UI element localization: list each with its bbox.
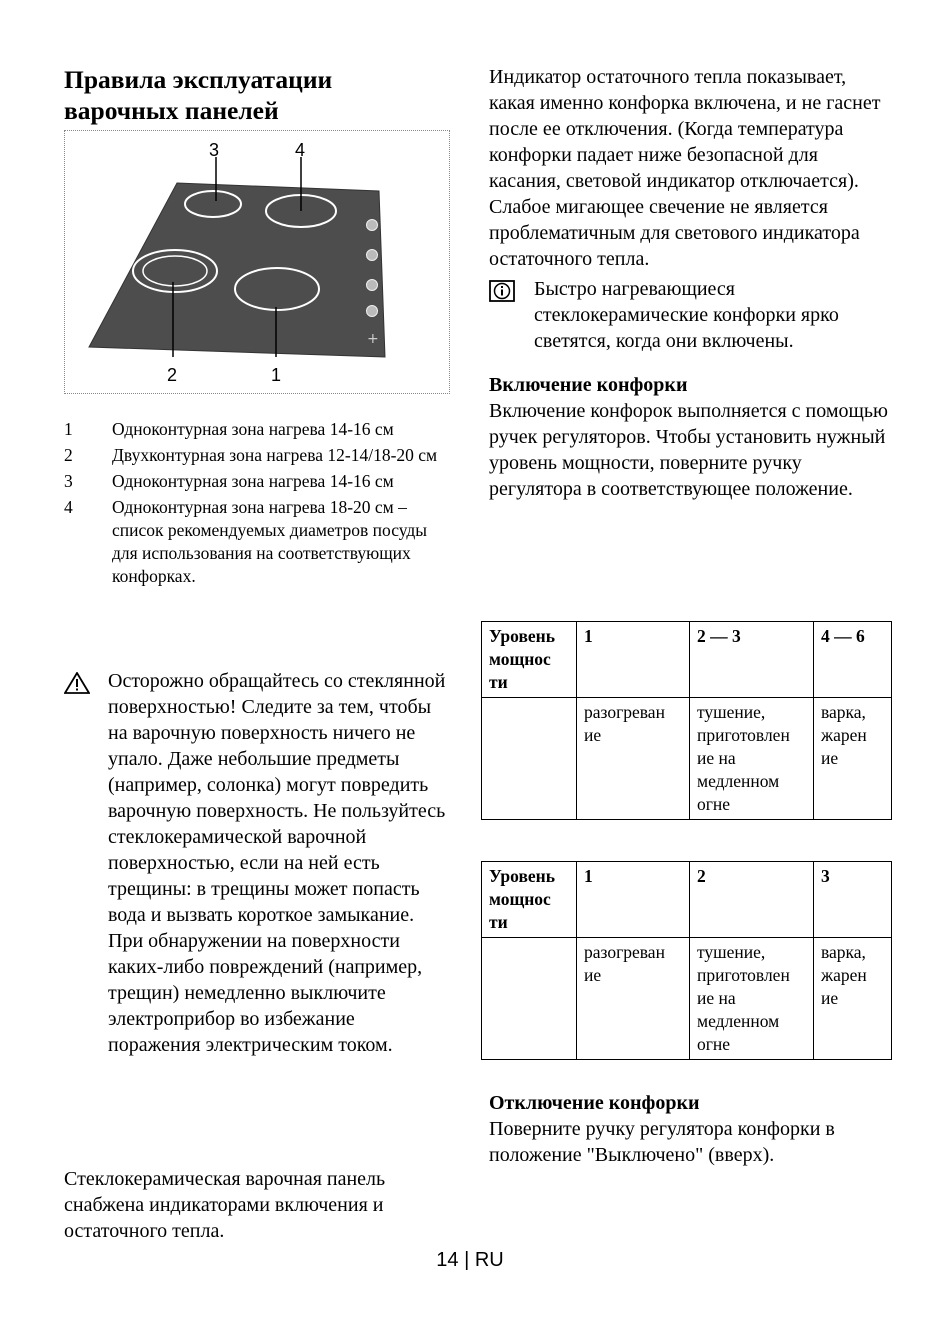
table-cell: варка, жарен ие	[814, 938, 892, 1060]
legend-item	[64, 496, 450, 588]
table-header-cell: 2 — 3	[690, 622, 814, 698]
warning-text	[108, 668, 450, 1058]
callout-label-1: 1	[271, 365, 282, 385]
legend-item	[64, 470, 450, 493]
legend-number: 2	[64, 445, 73, 465]
knob-plus-icon: +	[367, 331, 379, 347]
warning-triangle-icon	[64, 672, 90, 694]
page-footer: 14 | RU	[436, 1249, 504, 1271]
knob-2	[367, 250, 378, 261]
table-header-cell: 2	[690, 862, 814, 938]
figure-legend	[64, 418, 450, 591]
table-cell: разогреван ие	[577, 938, 690, 1060]
page-title: Правила эксплуатации варочных панелей	[64, 65, 333, 125]
residual-heat-paragraph: Индикатор остаточного тепла показывает, какая именно конфорка включена, и не гаснет после ее отключения. (Когда температура конфорки падает ниже безопасной для касания, световой индикатор отключается). Слабое мигающее свечение не является проблематичным для светового индикатора остаточного тепла.	[489, 66, 881, 270]
legend-text: Одноконтурная зона нагрева 14-16 см	[112, 419, 394, 439]
power-level-table-2	[481, 861, 892, 1060]
right-column	[489, 64, 893, 502]
table-header-cell: Уровень мощнос ти	[482, 862, 577, 938]
info-icon	[489, 280, 515, 302]
table-cell	[482, 938, 577, 1060]
switch-off-text: Поверните ручку регулятора конфорки в положение "Выключено" (вверх).	[489, 1118, 835, 1166]
callout-label-2: 2	[167, 365, 178, 385]
table-header-cell: 4 — 6	[814, 622, 892, 698]
callout-label-3: 3	[209, 140, 220, 160]
warning-block	[64, 668, 450, 1058]
table-header-cell: Уровень мощнос ти	[482, 622, 577, 698]
table-header-cell: 3	[814, 862, 892, 938]
legend-text: Одноконтурная зона нагрева 18-20 см – список рекомендуемых диаметров посуды для использования на соответствующих конфорках.	[112, 497, 428, 586]
legend-number: 4	[64, 497, 73, 517]
table-cell: тушение, приготовлен ие на медленном огне	[690, 698, 814, 820]
switch-off-heading: Отключение конфорки	[489, 1092, 700, 1114]
switch-on-text: Включение конфорок выполняется с помощью ручек регуляторов. Чтобы установить нужный уровень мощности, поверните ручку регулятора в соответствующее положение.	[489, 400, 888, 500]
legend-text: Двухконтурная зона нагрева 12-14/18-20 см	[112, 445, 438, 465]
legend-number: 3	[64, 471, 73, 491]
legend-item	[64, 418, 450, 441]
power-level-table-1	[481, 621, 892, 820]
legend-number: 1	[64, 419, 73, 439]
knob-3	[367, 280, 378, 291]
table-header-row	[482, 862, 892, 938]
table-header-row	[482, 622, 892, 698]
cooktop-figure	[64, 130, 450, 394]
info-text: Быстро нагревающиеся стеклокерамические конфорки ярко светятся, когда они включены.	[534, 278, 839, 352]
switch-off-section	[489, 1090, 893, 1168]
table-cell	[482, 698, 577, 820]
legend-item	[64, 444, 450, 467]
left-column	[64, 64, 450, 126]
warning-paragraph-1: Осторожно обращайтесь со стеклянной поверхностью! Следите за тем, чтобы на варочную поверхность ничего не упало. Даже небольшие предметы (например, солонка) могут повредить варочную поверхность. Не пользуйтесь стеклокерамической варочной поверхностью, если на ней есть трещины: в трещины может попасть вода и вызвать короткое замыкание.	[108, 670, 446, 926]
callout-label-4: 4	[295, 140, 306, 160]
switch-on-heading: Включение конфорки	[489, 374, 688, 396]
table-cell: варка, жарен ие	[814, 698, 892, 820]
table-header-cell: 1	[577, 622, 690, 698]
legend-text: Одноконтурная зона нагрева 14-16 см	[112, 471, 394, 491]
table-row	[482, 698, 892, 820]
indicator-paragraph: Стеклокерамическая варочная панель снабжена индикаторами включения и остаточного тепла.	[64, 1168, 386, 1242]
table-cell: тушение, приготовлен ие на медленном огне	[690, 938, 814, 1060]
table-cell: разогреван ие	[577, 698, 690, 820]
table-header-cell: 1	[577, 862, 690, 938]
info-note	[489, 276, 893, 354]
knob-1	[367, 220, 378, 231]
cooktop-diagram	[65, 131, 449, 393]
warning-paragraph-2: При обнаружении на поверхности каких-либо повреждений (например, трещин) немедленно выключите электроприбор во избежание поражения электрическим током.	[108, 930, 423, 1056]
table-row	[482, 938, 892, 1060]
knob-4	[367, 306, 378, 317]
